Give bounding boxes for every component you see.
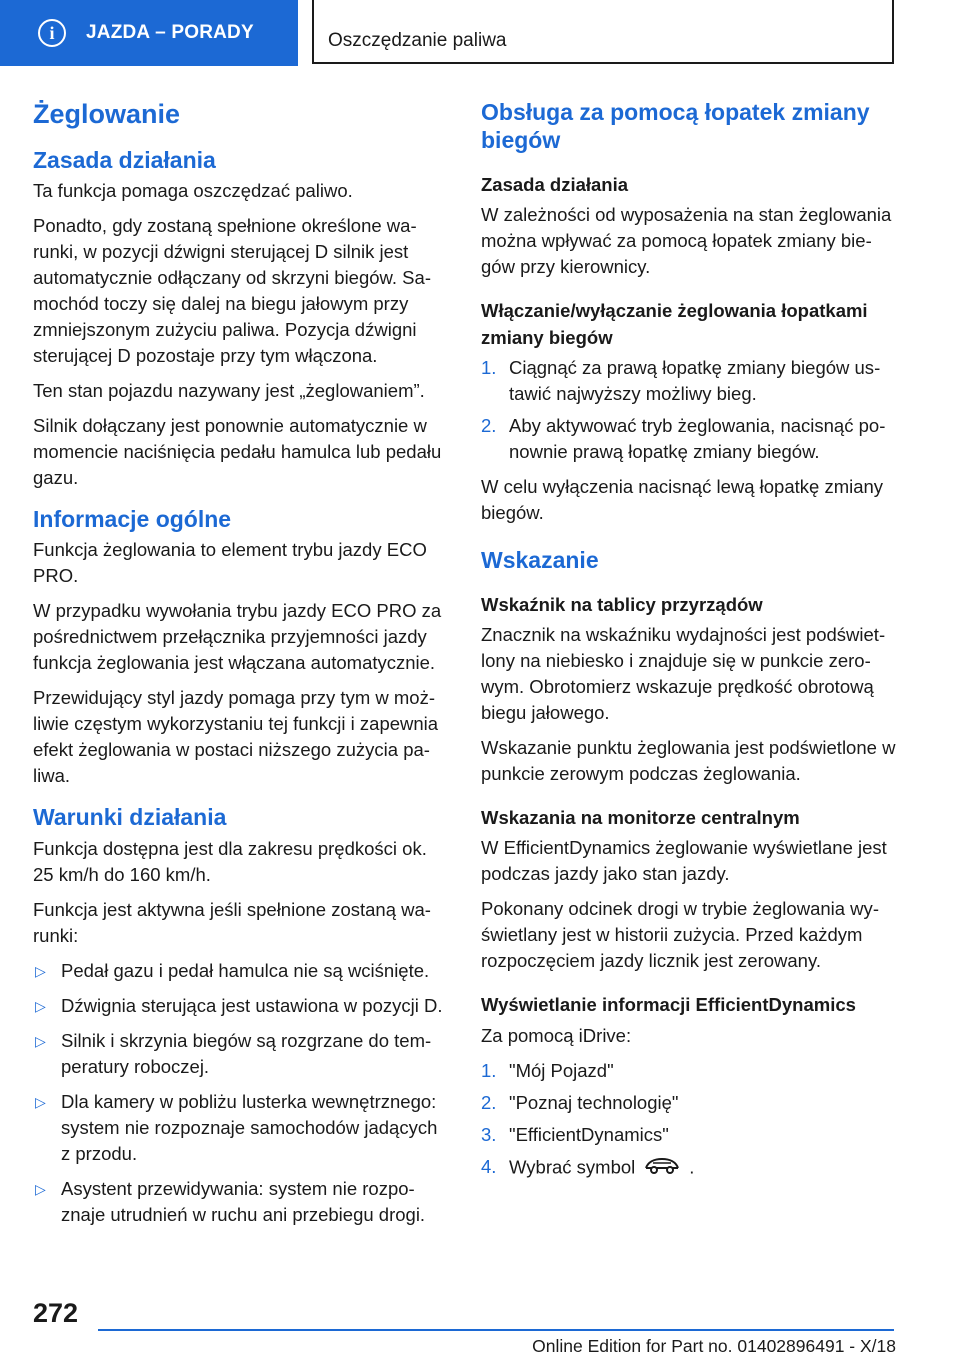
subsection-heading: Zasada działania (481, 174, 629, 196)
list-item: 2. Aby aktywować tryb żeglowania, nacisnąć ponownie prawą łopatkę zmiany biegów. (481, 414, 886, 462)
page-title: Żeglowanie (33, 99, 181, 129)
section-heading: Warunki działania (33, 804, 227, 831)
paragraph: Przewidujący styl jazdy pomaga przy tym w możliwie częstym wykorzystaniu tej funkcji i zapewnia efekt żeglowania w postaci niższego zużycia paliwa. (33, 687, 439, 787)
info-icon: i (38, 19, 66, 47)
paragraph: Funkcja jest aktywna jeśli spełnione zostaną warunki: (33, 898, 431, 946)
list-item: 3. "EfficientDynamics" (481, 1123, 669, 1145)
left-column (33, 98, 449, 1242)
section-warunki (33, 803, 449, 1227)
conditions-list (33, 958, 449, 1228)
paragraph: W przypadku wywołania trybu jazdy ECO PRO za pośrednictwem przełącznika przyjemności jazdy funkcja żeglowania jest włączana automatycznie. (33, 600, 442, 674)
triangle-bullet-icon: ▷ (35, 1180, 46, 1197)
paragraph: Ponadto, gdy zostaną spełnione określone warunki, w pozycji dźwigni sterującej D silnik jest automatycznie odłączany od skrzyni biegów. Samochód toczy się dalej na biegu jałowym przy zmniejszonym zużyciu paliwa. Pozycja dźwigni sterującej D pozostaje przy tym włączona. (33, 215, 431, 367)
list-item: ▷ Pedał gazu i pedał hamulca nie są wciśnięte. (33, 958, 449, 984)
steps-list (481, 355, 897, 465)
list-item: 4. Wybrać symbol . (481, 1154, 897, 1183)
subsection-heading: Wyświetlanie informacji EfficientDynamics (481, 994, 856, 1016)
paragraph: W celu wyłączenia nacisnąć lewą łopatkę zmiany biegów. (481, 475, 884, 523)
list-item: ▷ Asystent przewidywania: system nie rozpoznaje utrudnień w ruchu ani przebiegu drogi. (35, 1177, 426, 1225)
paragraph: Znacznik na wskaźniku wydajności jest podświetlony na niebiesko i znajduje się w punkcie zerowym. Obrotomierz wskazuje prędkość obrotową biegu jałowego. (481, 624, 886, 724)
list-item: ▷ Dla kamery w pobliżu lusterka wewnętrznego: system nie rozpoznaje samochodów jadących z przodu. (35, 1090, 438, 1164)
page-number: 272 (33, 1298, 79, 1328)
paragraph: W EfficientDynamics żeglowanie wyświetlane jest podczas jazdy jako stan jazdy. (481, 837, 887, 885)
subsection-heading: Włączanie/wyłączanie żeglowania łopatkami zmiany biegów (481, 300, 868, 348)
section-heading: Wskazanie (481, 546, 599, 573)
triangle-bullet-icon: ▷ (35, 997, 46, 1014)
paragraph: Ta funkcja pomaga oszczędzać paliwo. (33, 180, 353, 202)
right-column (481, 98, 897, 1197)
list-item: 1. "Mój Pojazd" (481, 1059, 614, 1081)
section-informacje (33, 505, 449, 789)
coasting-car-icon (643, 1154, 681, 1183)
paragraph: Silnik dołączany jest ponownie automatycznie w momencie naciśnięcia pedału hamulca lub pedału gazu. (33, 415, 442, 489)
list-item: ▷ Dźwignia sterująca jest ustawiona w pozycji D. (33, 993, 449, 1019)
triangle-bullet-icon: ▷ (35, 962, 46, 979)
paragraph: Wskazanie punktu żeglowania jest podświetlone w punkcie zerowym podczas żeglowania. (481, 737, 896, 785)
page-header (0, 0, 960, 66)
list-item: 1. Ciągnąć za prawą łopatkę zmiany biegów ustawić najwyższy możliwy bieg. (481, 356, 881, 404)
section-tab[interactable] (0, 0, 298, 66)
triangle-bullet-icon: ▷ (35, 1093, 46, 1110)
paragraph: Za pomocą iDrive: (481, 1024, 632, 1046)
edition-note: Online Edition for Part no. 01402896491 - X/18 (532, 1336, 896, 1356)
subsection-heading: Wskaźnik na tablicy przyrządów (481, 593, 763, 615)
chapter-title: Oszczędzanie paliwa (328, 30, 507, 51)
section-heading: Informacje ogólne (33, 506, 232, 533)
paragraph: W zależności od wyposażenia na stan żeglowania można wpływać za pomocą łopatek zmiany biegów przy kierownicy. (481, 204, 892, 278)
section-zasada (33, 146, 449, 491)
paragraph: Funkcja żeglowania to element trybu jazdy ECO PRO. (33, 539, 427, 587)
footer-divider (98, 1329, 894, 1331)
list-item: 2. "Poznaj technologię" (481, 1091, 679, 1113)
triangle-bullet-icon: ▷ (35, 1032, 46, 1049)
section-heading: Zasada działania (33, 147, 216, 174)
idrive-steps-list (481, 1058, 897, 1183)
section-heading: Obsługa za pomocą łopatek zmiany biegów (481, 99, 870, 154)
section-title: JAZDA – PORADY (86, 22, 254, 43)
paragraph: Ten stan pojazdu nazywany jest „żeglowaniem”. (33, 380, 425, 402)
section-wskazanie (481, 546, 897, 1183)
list-item: ▷ Silnik i skrzynia biegów są rozgrzane do temperatury roboczej. (35, 1029, 432, 1077)
paragraph: Funkcja dostępna jest dla zakresu prędkości ok. 25 km/h do 160 km/h. (33, 837, 427, 885)
chapter-box (312, 0, 894, 64)
paragraph: Pokonany odcinek drogi w trybie żeglowania wyświetlany jest w historii zużycia. Przed każdym rozpoczęciem jazdy licznik jest zerowany. (481, 898, 879, 972)
subsection-heading: Wskazania na monitorze centralnym (481, 807, 800, 829)
section-obsluga (481, 98, 897, 526)
